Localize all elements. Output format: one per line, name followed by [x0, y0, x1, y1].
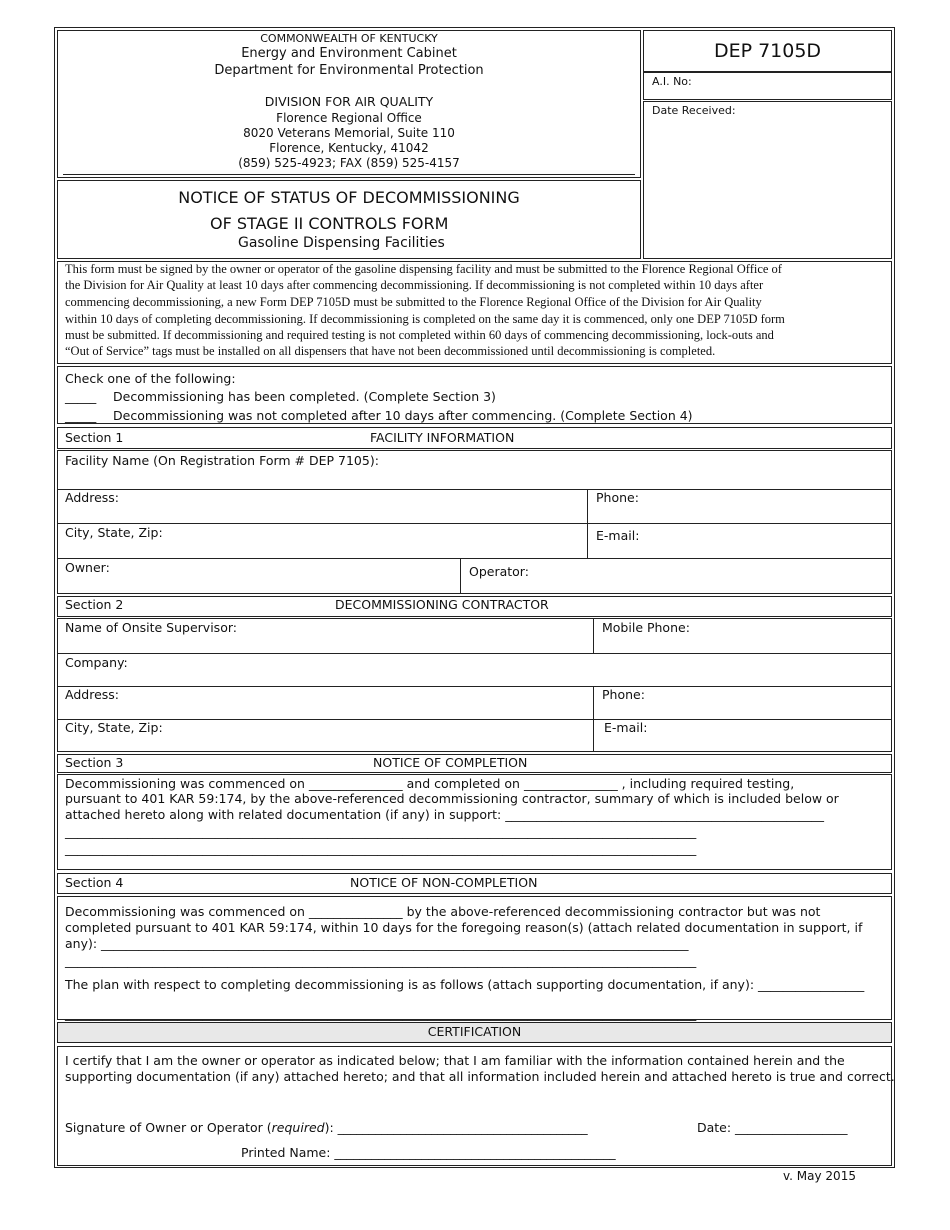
- completion-line-2: pursuant to 401 KAR 59:174, by the above-referenced decommissioning contractor, summary of which is included below or: [65, 791, 839, 806]
- contractor-address-field[interactable]: [57, 686, 594, 720]
- office-city: Florence, Kentucky, 41042: [269, 141, 429, 155]
- section-1-label: Section 1: [65, 430, 124, 445]
- agency-header-underline: [63, 174, 635, 175]
- ai-number-label: A.I. No:: [652, 75, 692, 88]
- company-label: Company:: [65, 655, 128, 670]
- completion-line-1: Decommissioning was commenced on _______________ and completed on _______________ , including required testing,: [65, 776, 795, 791]
- check-option-1-label: Decommissioning has been completed. (Complete Section 3): [113, 389, 496, 404]
- owner-field[interactable]: [57, 558, 461, 594]
- facility-phone-label: Phone:: [596, 490, 639, 505]
- office-name: Florence Regional Office: [276, 111, 422, 125]
- completion-line-4: _____________________________________________________________________________________________________: [65, 824, 697, 839]
- company-field[interactable]: [57, 653, 892, 687]
- facility-city-label: City, State, Zip:: [65, 525, 163, 540]
- office-phone-fax: (859) 525-4923; FAX (859) 525-4157: [238, 156, 460, 170]
- agency-line-2: Energy and Environment Cabinet: [241, 46, 457, 61]
- form-title-line-1: NOTICE OF STATUS OF DECOMMISSIONING: [178, 188, 520, 207]
- division-name: DIVISION FOR AIR QUALITY: [264, 94, 434, 109]
- signature-required-label: required: [271, 1120, 325, 1135]
- completion-line-5: _____________________________________________________________________________________________________: [65, 841, 697, 856]
- facility-address-label: Address:: [65, 490, 119, 505]
- section-3-label: Section 3: [65, 755, 124, 770]
- signature-label-prefix: Signature of Owner or Operator (: [65, 1120, 272, 1135]
- signature-field[interactable]: [65, 1120, 588, 1135]
- form-subtitle: Gasoline Dispensing Facilities: [238, 235, 445, 251]
- agency-line-3: Department for Environmental Protection: [214, 63, 484, 78]
- certification-line-2: supporting documentation (if any) attached hereto; and that all information included herein and attached hereto is true and correct.: [65, 1069, 895, 1084]
- facility-name-label: Facility Name (On Registration Form # DEP 7105):: [65, 453, 379, 468]
- instructions-line-2: the Division for Air Quality at least 10 days after commencing decommissioning. If decommissioning is not completed within 10 days after: [65, 278, 764, 292]
- instructions-line-1: This form must be signed by the owner or operator of the gasoline dispensing facility and must be submitted to the Florence Regional Office of: [65, 262, 782, 276]
- facility-address-field[interactable]: [57, 489, 588, 524]
- contractor-email-label: E-mail:: [604, 720, 648, 735]
- section-2-label: Section 2: [65, 597, 124, 612]
- office-street: 8020 Veterans Memorial, Suite 110: [243, 126, 455, 140]
- check-option-2-blank[interactable]: _____: [65, 408, 97, 423]
- printed-name-field[interactable]: Printed Name: _____________________________________________: [241, 1145, 616, 1160]
- form-number: DEP 7105D: [713, 40, 822, 62]
- contractor-city-label: City, State, Zip:: [65, 720, 163, 735]
- signature-label-suffix: ): ________________________________________: [324, 1120, 588, 1135]
- contractor-address-label: Address:: [65, 687, 119, 702]
- non-completion-line-1: Decommissioning was commenced on _______________ by the above-referenced decommissioning contractor but was not: [65, 904, 821, 919]
- section-1-title: FACILITY INFORMATION: [370, 430, 515, 445]
- form-version: v. May 2015: [783, 1169, 856, 1183]
- instructions-line-5: must be submitted. If decommissioning and required testing is not completed within 60 days of commencing decommissioning, lock-outs and: [65, 328, 774, 342]
- certification-title: CERTIFICATION: [427, 1024, 522, 1039]
- operator-label: Operator:: [469, 564, 529, 579]
- form-title-line-2: OF STAGE II CONTROLS FORM: [210, 214, 449, 233]
- completion-plan-line: The plan with respect to completing decommissioning is as follows (attach supporting documentation, if any): _________________: [65, 977, 865, 992]
- non-completion-line-3: any): ______________________________________________________________________________________________: [65, 936, 689, 951]
- instructions-line-3: commencing decommissioning, a new Form DEP 7105D must be submitted to the Florence Regional Office of the Division for Air Quality: [65, 295, 762, 309]
- check-option-2-label: Decommissioning was not completed after 10 days after commencing. (Complete Section 4): [113, 408, 693, 423]
- owner-label: Owner:: [65, 560, 110, 575]
- contractor-phone-label: Phone:: [602, 687, 645, 702]
- non-completion-line-2: completed pursuant to 401 KAR 59:174, within 10 days for the foregoing reason(s) (attach related documentation in support, if: [65, 920, 863, 935]
- signature-date-field[interactable]: Date: __________________: [697, 1120, 848, 1135]
- section-4-label: Section 4: [65, 875, 124, 890]
- instructions-line-4: within 10 days of completing decommissioning. If decommissioning is completed on the same day it is commenced, only one DEP 7105D form: [65, 312, 785, 326]
- section-2-title: DECOMMISSIONING CONTRACTOR: [335, 597, 549, 612]
- mobile-phone-label: Mobile Phone:: [602, 620, 690, 635]
- supervisor-label: Name of Onsite Supervisor:: [65, 620, 237, 635]
- non-completion-line-4: _____________________________________________________________________________________________________: [65, 953, 697, 968]
- date-received-label: Date Received:: [652, 104, 736, 117]
- check-prompt: Check one of the following:: [65, 371, 236, 386]
- check-option-1-blank[interactable]: _____: [65, 389, 97, 404]
- section-4-title: NOTICE OF NON-COMPLETION: [350, 875, 538, 890]
- section-3-title: NOTICE OF COMPLETION: [373, 755, 528, 770]
- completion-line-3: attached hereto along with related documentation (if any) in support: ___________________________________________________: [65, 807, 824, 822]
- certification-line-1: I certify that I am the owner or operator as indicated below; that I am familiar with the information contained herein and the: [65, 1053, 845, 1068]
- completion-plan-blank-line: _____________________________________________________________________________________________________: [65, 1006, 697, 1021]
- instructions-line-6: “Out of Service” tags must be installed on all dispensers that have not been decommissioned until decommissioning is completed.: [65, 344, 716, 358]
- date-received-field[interactable]: [643, 101, 892, 259]
- agency-line-1: COMMONWEALTH OF KENTUCKY: [260, 32, 438, 45]
- facility-email-label: E-mail:: [596, 528, 640, 543]
